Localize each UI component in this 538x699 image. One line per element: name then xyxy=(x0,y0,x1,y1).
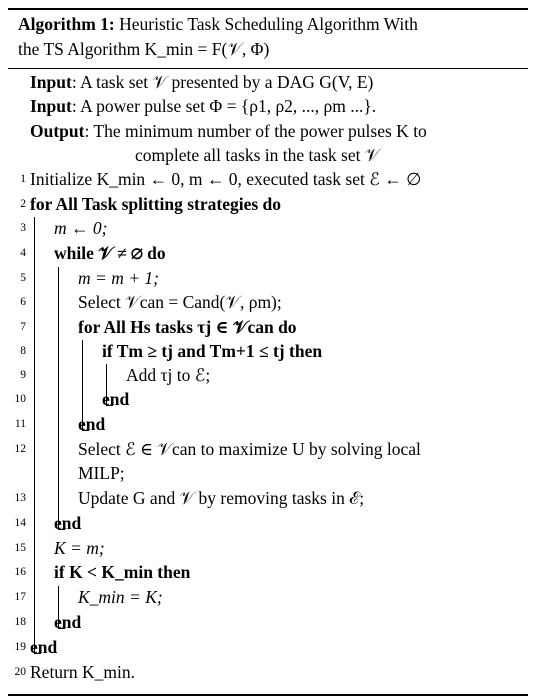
line-number: 11 xyxy=(14,418,26,430)
line-text: Initialize K_min ← 0, m ← 0, executed task set ℰ ← ∅ xyxy=(30,169,422,189)
line-text: MILP; xyxy=(78,463,125,483)
io-text: : A power pulse set Φ = {ρ1, ρ2, ..., ρm ...}. xyxy=(71,96,377,116)
title-rule xyxy=(8,68,528,69)
if-block-hook xyxy=(106,405,113,406)
line-text: Select ℰ ∈ 𝒱can to maximize U by solving local xyxy=(78,439,421,459)
line-number: 12 xyxy=(14,443,26,455)
algorithm-title-text-2: the TS Algorithm K_min = F(𝒱, Φ) xyxy=(18,39,270,59)
algorithm-title xyxy=(18,12,523,62)
line-number: 19 xyxy=(14,641,26,653)
line-number: 6 xyxy=(20,296,26,308)
line-text: if K < K_min then xyxy=(54,562,191,582)
line-number: 13 xyxy=(14,492,26,504)
io-label: Output xyxy=(30,121,85,141)
io-label: Input xyxy=(30,96,72,116)
line-number: 8 xyxy=(20,345,26,357)
line-text: for All Hs tasks τj ∈ 𝒱can do xyxy=(78,317,297,337)
line-number: 20 xyxy=(14,666,26,678)
line-text: Return K_min. xyxy=(30,662,135,682)
line-number: 14 xyxy=(14,517,26,529)
line-text: end xyxy=(102,389,130,409)
line-text: while 𝒱 ≠ ∅ do xyxy=(54,243,166,263)
line-number: 15 xyxy=(14,542,26,554)
line-number: 1 xyxy=(20,173,26,185)
algorithm-box xyxy=(8,8,528,696)
io-label: Input xyxy=(30,72,72,92)
line-text: m = m + 1; xyxy=(78,268,159,288)
for-block-bar xyxy=(34,217,35,653)
line-number: 18 xyxy=(14,616,26,628)
line-text: Select 𝒱can = Cand(𝒱, ρm); xyxy=(78,292,282,312)
inner-for-block-hook xyxy=(82,430,89,431)
if-block-bar xyxy=(106,364,107,405)
while-block-bar xyxy=(58,267,59,529)
line-number: 4 xyxy=(20,247,26,259)
line-text: if Tm ≥ tj and Tm+1 ≤ tj then xyxy=(102,341,323,361)
line-number: 16 xyxy=(14,566,26,578)
line-text: m ← 0; xyxy=(54,218,108,238)
line-text: Update G and 𝒱 by removing tasks in ℰ; xyxy=(78,488,365,508)
line-text: end xyxy=(30,637,58,657)
line-text: end xyxy=(54,612,82,632)
algorithm-label: Algorithm 1: xyxy=(18,14,115,34)
inner-for-block-bar xyxy=(82,340,83,430)
while-block-hook xyxy=(58,529,65,530)
line-number: 3 xyxy=(20,222,26,234)
line-number: 5 xyxy=(20,272,26,284)
if-kmin-block-hook xyxy=(58,628,65,629)
line-number: 2 xyxy=(20,198,26,210)
line-text: end xyxy=(78,414,106,434)
for-block-hook xyxy=(34,653,41,654)
if-kmin-block-bar xyxy=(58,586,59,628)
line-number: 7 xyxy=(20,321,26,333)
algorithm-title-text-1: Heuristic Task Scheduling Algorithm With xyxy=(119,14,418,34)
algorithm-title-line-1 xyxy=(18,12,523,37)
line-number: 17 xyxy=(14,591,26,603)
line-number: 9 xyxy=(20,369,26,381)
line-text: end xyxy=(54,513,82,533)
io-text: : The minimum number of the power pulses K to xyxy=(84,121,427,141)
io-text: complete all tasks in the task set 𝒱 xyxy=(135,145,380,165)
line-text: K_min = K; xyxy=(78,587,163,607)
line-text: Add τj to ℰ; xyxy=(126,365,211,385)
line-text: K = m; xyxy=(54,538,105,558)
line-number: 10 xyxy=(14,393,26,405)
io-text: : A task set 𝒱 presented by a DAG G(V, E) xyxy=(71,72,374,92)
line-text: for All Task splitting strategies do xyxy=(30,194,282,214)
